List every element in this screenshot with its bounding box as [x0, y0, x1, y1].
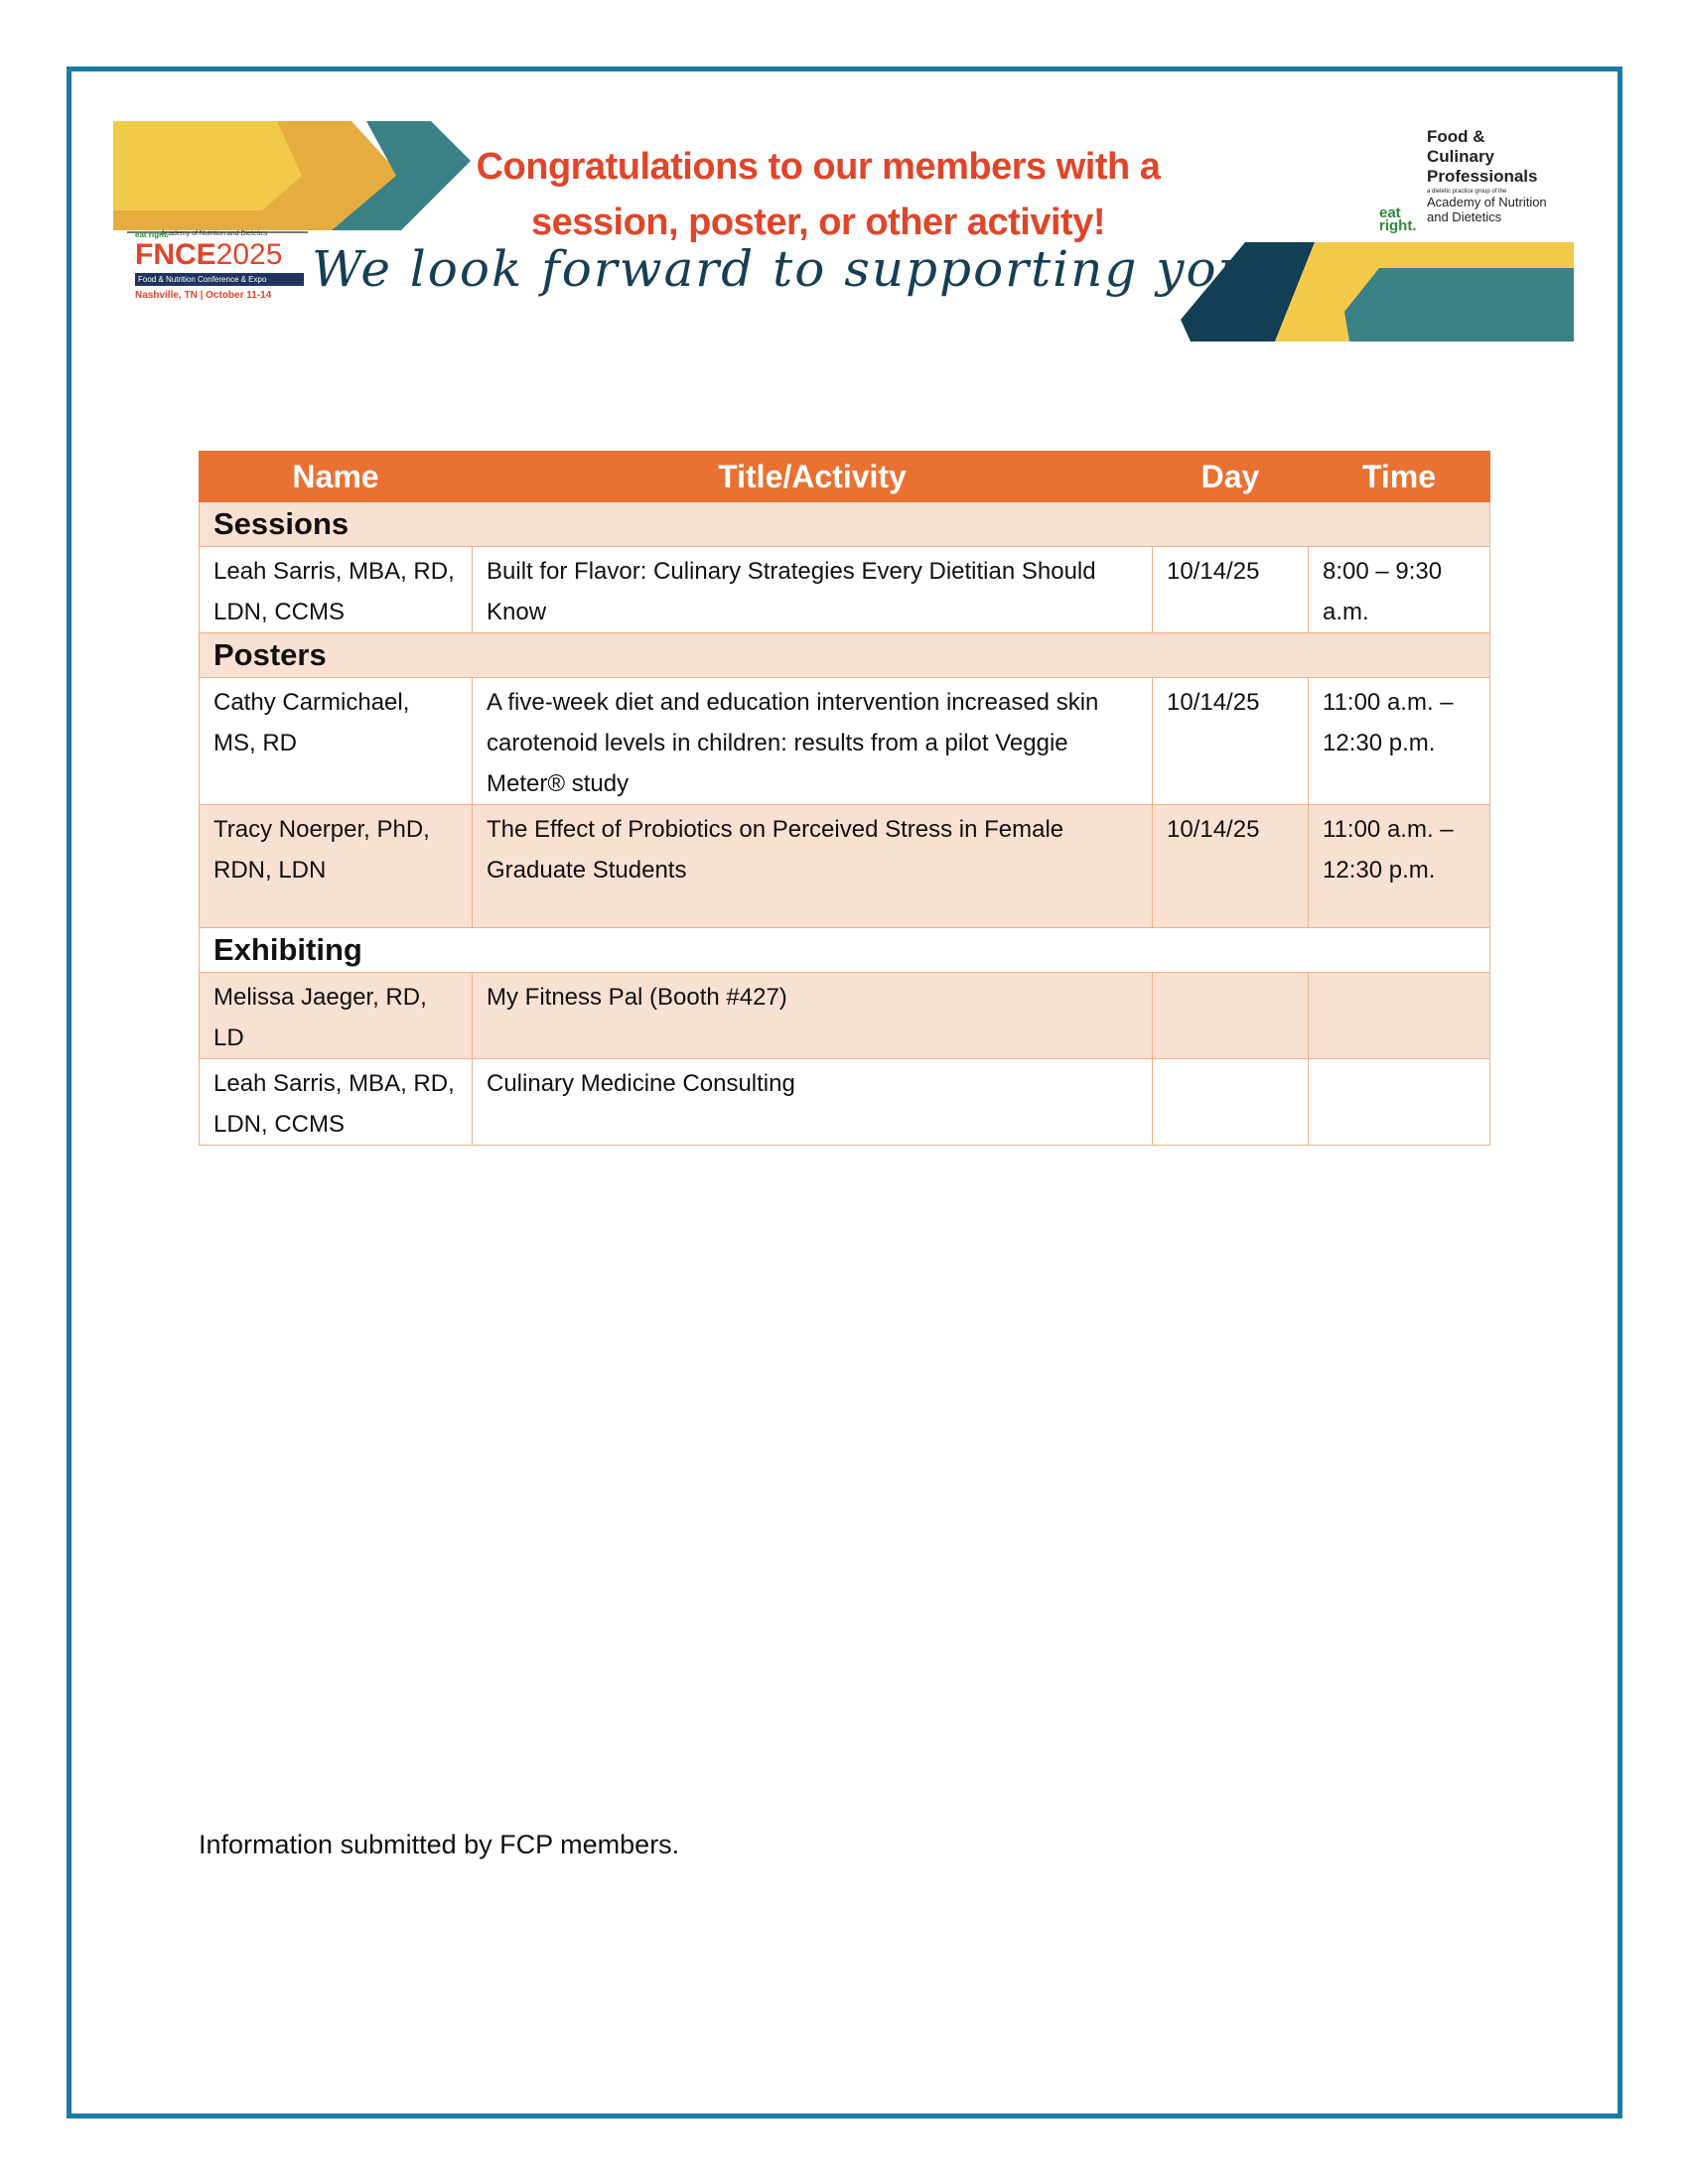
section-title: Exhibiting — [200, 928, 1490, 973]
cell-name: Tracy Noerper, PhD, RDN, LDN — [200, 805, 473, 928]
header-title: Title/Activity — [473, 452, 1153, 502]
banner-tagline: We look forward to supporting you! — [312, 240, 1274, 298]
section-row — [200, 633, 1490, 678]
table-row — [200, 973, 1490, 1059]
activities-table — [199, 451, 1490, 1146]
cell-title: A five-week diet and education intervention increased skin carotenoid levels in children: results from a pilot Veggie Meter® study — [473, 678, 1153, 805]
section-title: Posters — [200, 633, 1490, 678]
eat-right-mark: eat right. — [135, 230, 169, 239]
cell-time: 11:00 a.m. – 12:30 p.m. — [1309, 805, 1490, 928]
header-banner — [113, 121, 1574, 341]
table-row — [200, 805, 1490, 928]
cell-title: My Fitness Pal (Booth #427) — [473, 973, 1153, 1059]
fnce-wordmark — [135, 238, 304, 272]
cell-time: 11:00 a.m. – 12:30 p.m. — [1309, 678, 1490, 805]
header-name: Name — [200, 452, 473, 502]
fcp-org-line1: Academy of Nutrition — [1427, 195, 1547, 209]
cell-title: Culinary Medicine Consulting — [473, 1059, 1153, 1146]
cell-name: Leah Sarris, MBA, RD, LDN, CCMS — [200, 1059, 473, 1146]
cell-name: Cathy Carmichael, MS, RD — [200, 678, 473, 805]
fnce-location: Nashville, TN | October 11-14 — [135, 290, 272, 301]
fcp-line3: Professionals — [1427, 167, 1538, 186]
table-row — [200, 678, 1490, 805]
cell-day: 10/14/25 — [1153, 805, 1309, 928]
section-title: Sessions — [200, 502, 1490, 547]
section-row — [200, 928, 1490, 973]
table-row — [200, 547, 1490, 633]
cell-time — [1309, 1059, 1490, 1146]
table-row — [200, 1059, 1490, 1146]
fcp-logo — [1379, 127, 1586, 234]
table-header — [200, 452, 1490, 502]
banner-headline — [471, 139, 1166, 250]
fnce-org: Academy of Nutrition and Dietetics — [161, 230, 268, 237]
cell-time: 8:00 – 9:30 a.m. — [1309, 547, 1490, 633]
footer-note: Information submitted by FCP members. — [199, 1830, 680, 1859]
cell-title: Built for Flavor: Culinary Strategies Every Dietitian Should Know — [473, 547, 1153, 633]
header-day: Day — [1153, 452, 1309, 502]
fcp-line1: Food & — [1427, 127, 1485, 146]
fcp-org-line2: and Dietetics — [1427, 209, 1502, 224]
headline-line-2: session, poster, or other activity! — [530, 202, 1105, 243]
fnce-logo — [135, 230, 304, 301]
fnce-name: FNCE — [135, 238, 216, 271]
cell-day: 10/14/25 — [1153, 678, 1309, 805]
cell-day — [1153, 973, 1309, 1059]
fnce-year: 2025 — [215, 238, 283, 271]
header-time: Time — [1309, 452, 1490, 502]
cell-time — [1309, 973, 1490, 1059]
headline-line-1: Congratulations to our members with a — [476, 146, 1161, 188]
cell-day — [1153, 1059, 1309, 1146]
cell-day: 10/14/25 — [1153, 547, 1309, 633]
cell-name: Melissa Jaeger, RD, LD — [200, 973, 473, 1059]
fcp-sub: a dietetic practice group of the — [1427, 189, 1507, 195]
cell-name: Leah Sarris, MBA, RD, LDN, CCMS — [200, 547, 473, 633]
eat-right-mark: eat right. — [1379, 205, 1417, 234]
fcp-line2: Culinary — [1427, 147, 1495, 166]
section-row — [200, 502, 1490, 547]
fnce-subtitle: Food & Nutrition Conference & Expo — [135, 273, 304, 286]
cell-title: The Effect of Probiotics on Perceived Stress in Female Graduate Students — [473, 805, 1153, 928]
